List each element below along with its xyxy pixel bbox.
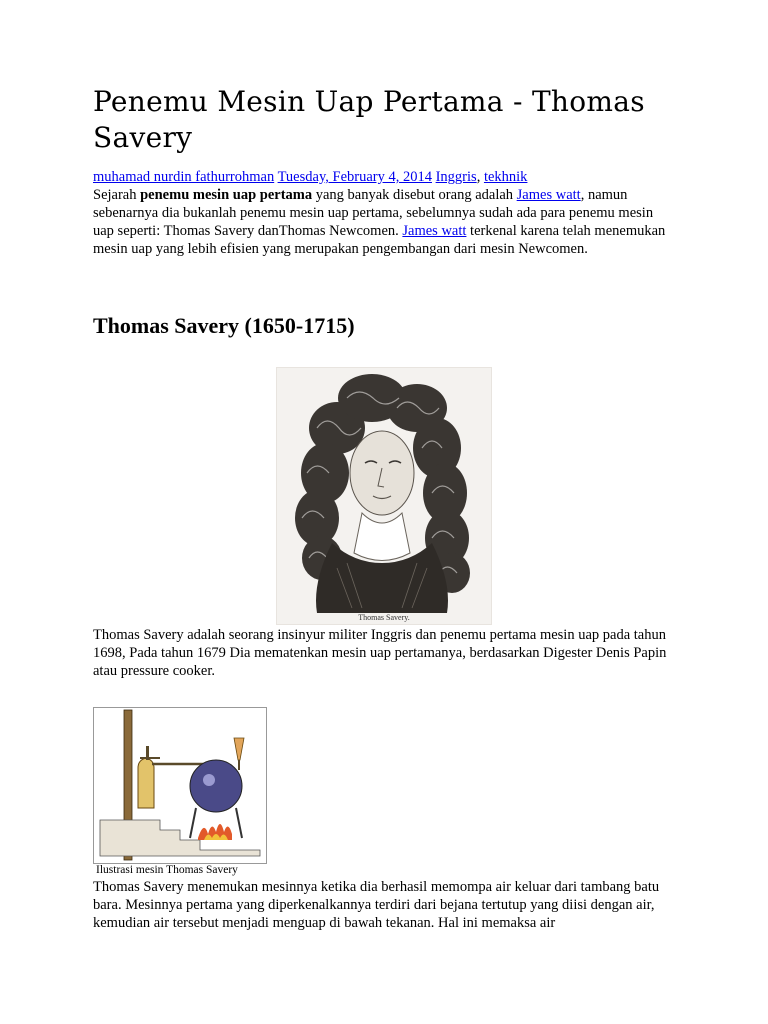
portrait-caption: Thomas Savery. [358,613,410,622]
james-watt-link[interactable]: James watt [516,187,581,203]
intro-text: , namun sebenarnya dia bukanlah penemu mesin uap pertama, sebelumnya sudah ada para penemu mesin uap seperti: Thomas Savery danThomas Newcomen. [93,187,654,239]
intro-text: terkenal karena telah menemukan mesin uap yang lebih efisien yang merupakan pengembangan dari mesin Newcomen. [93,223,666,257]
intro-text: yang banyak disebut orang adalah [312,187,517,203]
figure-caption: Ilustrasi mesin Thomas Savery [96,864,238,876]
savery-engine-illustration [93,707,267,864]
intro-bold-text: penemu mesin uap pertama [140,187,313,203]
intro-text: Sejarah [93,187,141,203]
date-link[interactable]: Tuesday, February 4, 2014 [277,169,432,185]
intro-paragraph [93,186,673,258]
savery-engine-paragraph: Thomas Savery menemukan mesinnya ketika dia berhasil memompa air keluar dari tambang batu bara. Mesinnya pertama yang diperkenalkannya terdiri dari bejana tertutup yang diisi dengan air, kemudian air tersebut menjadi menguap di bawah tekanan. Hal ini memaksa air [93,879,660,931]
author-link[interactable]: muhamad nurdin fathurrohman [93,169,275,185]
james-watt-link[interactable]: James watt [402,223,467,239]
engine-drawing [94,708,266,863]
label-link-tekhnik[interactable]: tekhnik [483,169,528,185]
post-title: Penemu Mesin Uap Pertama - Thomas Savery [93,85,645,154]
label-link-inggris[interactable]: Inggris [435,169,477,185]
savery-paragraph: Thomas Savery adalah seorang insinyur militer Inggris dan penemu pertama mesin uap pada tahun 1698, Pada tahun 1679 Dia mematenkan mesin uap pertamanya, berdasarkan Digester Denis Papin atau pressure cooker. [93,627,667,679]
portrait-engraving [277,368,491,624]
post-meta [93,168,527,186]
section-heading: Thomas Savery (1650-1715) [93,313,355,338]
label-separator: , [476,169,484,185]
thomas-savery-portrait [276,367,492,625]
